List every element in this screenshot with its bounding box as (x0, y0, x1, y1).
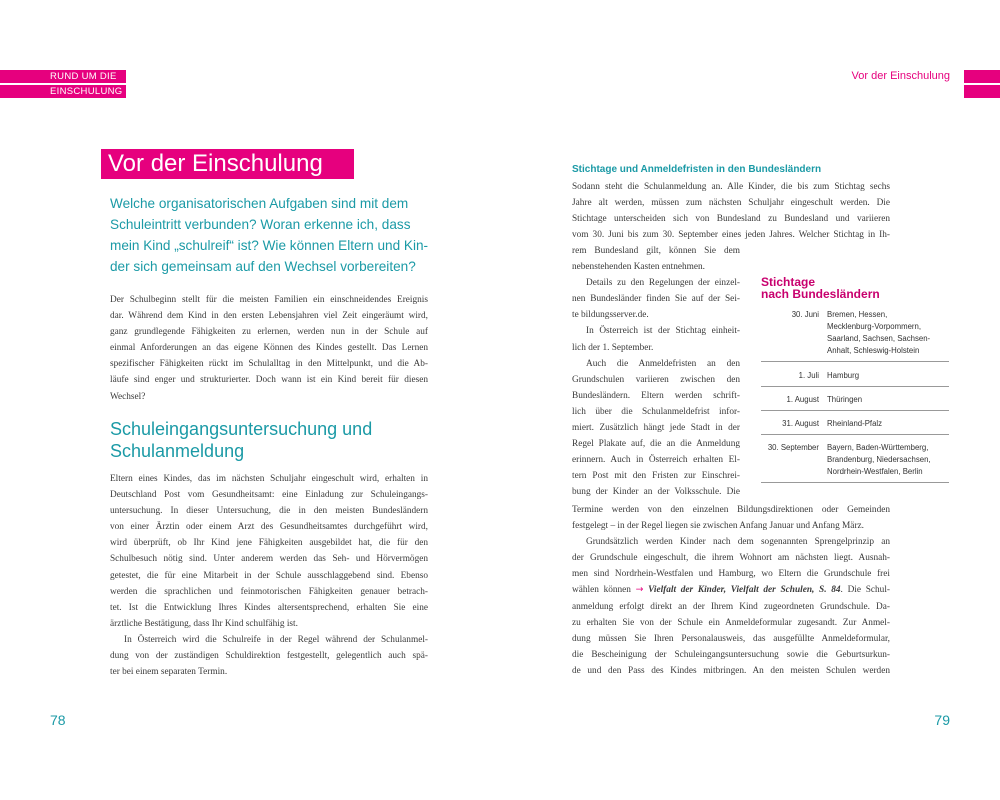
info-box-title-line: Stichtage (761, 275, 816, 289)
running-header-left-line1: RUND UM DIE (50, 71, 117, 82)
text-line: die Bescheinigung der Schuleingangsuntersuchung sowie die Geburtsurkun- (572, 649, 890, 660)
text-line: tet. Ist die Entwicklung Ihres Kindes altersentsprechend, erhalten Sie eine (110, 602, 428, 613)
text-line: men sind Nordrhein-Westfalen und Hamburg, wo Eltern die Grundschule frei (572, 569, 890, 580)
text-line: werden die sprachlichen und feinmotorischen Fähigkeiten genauer betrach- (110, 586, 428, 597)
heading-line: Schuleingangsuntersuchung und (110, 419, 373, 439)
paragraph-1 (110, 292, 428, 405)
date-cell: 1. August (786, 395, 819, 404)
arrow-right-icon: → (635, 584, 644, 596)
text-line: anmeldung erfolgt direkt an der Ihrem Kind zugeordneten Grundschule. Da- (572, 601, 890, 612)
text-line: vom 30. Juni bis zum 30. September eines jeden Jahres. Welcher Stichtag in Ih- (572, 230, 890, 241)
state-line: Bremen, Hessen, (827, 310, 888, 319)
intro-line: der sich gemeinsam auf den Wechsel vorbereiten? (110, 259, 416, 274)
table-row (761, 411, 949, 435)
text-line: ter bei einem separaten Termin. (110, 667, 228, 678)
paragraph-2 (110, 471, 428, 680)
text-line: miert. Zusätzlich hängt jede Stadt in der (572, 423, 740, 434)
text-line: ärztliche Bestätigung, dass Ihr Kind schulfähig ist. (110, 618, 298, 629)
text-line: rem Bundesland gilt, können Sie dem (572, 246, 740, 256)
page-title-box (101, 149, 354, 179)
state-line: Mecklenburg-Vorpommern, (827, 322, 922, 331)
text-line: Stichtage unterscheiden sich von Bundesland zu Bundesland und variieren (572, 214, 890, 225)
table-row (761, 362, 949, 387)
text-line: Eltern eines Kindes, das im nächsten Schuljahr eingeschult wird, erhalten in (110, 474, 428, 484)
text-line: dung von der zuständigen Schuldirektion festgestellt, gelegentlich auch spä- (110, 651, 428, 662)
info-box-title (761, 276, 880, 300)
date-cell: 31. August (782, 419, 819, 428)
text-line: nen Bundesländer finden Sie auf der Sei- (572, 294, 740, 305)
text-line: Jahre alt werden, müssen zum nächsten Schuljahr eingeschult werden. Die (572, 198, 890, 209)
text-line: Details zu den Regelungen der einzel- (586, 278, 740, 289)
text-line: läufe sind enger und strukturierter. Doch wann ist ein Kind bereit für diesen (110, 375, 428, 386)
date-cell: 1. Juli (798, 371, 819, 380)
page-number-right: 79 (934, 712, 950, 728)
states-cell (827, 309, 930, 357)
text-line: In Österreich ist der Stichtag einheit- (586, 326, 740, 337)
page-title: Vor der Einschulung (108, 150, 323, 177)
cross-reference-link[interactable]: Vielfalt der Kinder, Vielfalt der Schulen, S. 84 (643, 585, 841, 596)
state-line: Nordrhein-Westfalen, Berlin (827, 467, 923, 476)
text-line: Regel Plakate auf, die an die Anmeldung (572, 439, 740, 450)
text-line: zu erhalten Sie von der Schule ein Anmeldeformular zugesandt. Zur Anmel- (572, 617, 890, 628)
text-fragment: . Die Schul- (840, 585, 890, 596)
heading-line: Schulanmeldung (110, 441, 245, 461)
text-line: de und den Pass des Kindes mitbringen. An den meisten Schulen werden (572, 665, 890, 676)
text-line-with-reference (572, 582, 890, 598)
date-cell: 30. September (767, 443, 819, 452)
text-line: Auch die Anmeldefristen an den (586, 358, 740, 369)
text-line: Wechsel? (110, 391, 146, 402)
running-header-right: Vor der Einschulung (851, 70, 950, 82)
states-cell (827, 442, 931, 478)
state-line: Saarland, Sachsen, Sachsen- (827, 334, 931, 343)
text-line: Grundschulen variieren zwischen den (572, 374, 740, 385)
states-cell: Hamburg (827, 371, 860, 380)
section-heading (110, 418, 430, 462)
info-box-title-line: nach Bundesländern (761, 287, 880, 301)
info-box-table (761, 306, 949, 483)
text-line: Grundsätzlich werden Kinder nach dem sogenannten Sprengelprinzip an (586, 537, 890, 548)
text-line: einmal Anforderungen an das eigene Können des Kindes gestellt. Das Lernen (110, 343, 428, 354)
intro-line: mein Kind „schulreif“ ist? Wie können Eltern und Kin- (110, 238, 429, 253)
text-line: bung der Kinder an der Volksschule. Die (572, 487, 740, 498)
table-row (761, 435, 949, 483)
text-line: nebenstehenden Kasten entnehmen. (572, 262, 705, 273)
text-line: von einer Ärztin oder einem Arzt des Gesundheitsamtes durchgeführt wird, (110, 522, 428, 533)
paragraph-a (572, 179, 890, 243)
text-line: erinnern. Auch in Österreich erhalten El- (572, 455, 740, 466)
text-line: Der Schulbeginn stellt für die meisten Familien ein einschneidendes Ereignis (110, 295, 428, 305)
text-line: lich der 1. September. (572, 342, 654, 353)
text-line: wird überprüft, ob Ihr Kind jene Fähigkeiten ausgebildet hat, die für den (110, 538, 428, 549)
state-line: Bayern, Baden-Württemberg, (827, 443, 929, 452)
table-row (761, 306, 949, 362)
date-cell: 30. Juni (791, 310, 819, 319)
text-line: Sodann steht die Schulanmeldung an. Alle Kinder, die bis zum Stichtag sechs (572, 182, 890, 192)
text-line: In Österreich wird die Schulreife in der Regel während der Schulanmel- (124, 634, 428, 645)
text-line: dar. Während dem Kind in den ersten Lebensjahren viel Zeit eingeräumt wird, (110, 311, 428, 322)
section-marker-right (964, 70, 1000, 98)
intro-line: Schuleintritt verbunden? Woran erkenne ich, dass (110, 217, 411, 232)
text-line: Termine werden von den einzelnen Bildungsdirektionen oder Gemeinden (572, 505, 890, 515)
intro-text (110, 193, 430, 277)
text-line: der Grundschule eingeschult, die ihrem Wohnort am nächsten liegt. Ausnah- (572, 553, 890, 564)
intro-line: Welche organisatorischen Aufgaben sind mit dem (110, 196, 409, 211)
state-line: Brandenburg, Niedersachsen, (827, 455, 931, 464)
text-line: Bundesländern. Eltern werden schrift- (572, 390, 740, 401)
text-line: ganz grundlegende Fähigkeiten zu erlernen, werden nun in der Schule auf (110, 327, 428, 338)
subheading: Stichtage und Anmeldefristen in den Bundesländern (572, 164, 822, 175)
table-row (761, 387, 949, 411)
text-line: te bildungsserver.de. (572, 310, 649, 321)
page-number-left: 78 (50, 712, 66, 728)
states-cell: Rheinland-Pfalz (827, 419, 883, 428)
text-line: tern Post mit den Fristen zur Einschrei- (572, 471, 740, 482)
states-cell: Thüringen (827, 395, 863, 404)
paragraph-wide (572, 502, 890, 679)
text-line: Deutschland Post vom Gesundheitsamt: eine Einladung zur Schuleingangs- (110, 490, 428, 501)
text-line: lich über die Schulanmeldefrist infor- (572, 406, 740, 417)
text-fragment: wählen können (572, 585, 636, 596)
state-line: Anhalt, Schleswig-Holstein (827, 346, 920, 355)
text-line: festgelegt – in der Regel liegen sie zwischen Anfang Januar und Anfang März. (572, 521, 864, 532)
paragraph-narrow (572, 243, 740, 501)
text-line: dung müssen Sie Ihren Personalausweis, das ausgefüllte Anmeldeformular, (572, 633, 890, 644)
text-line: spezifischer Fähigkeiten rückt im Schulalltag in den Mittelpunkt, und die Ab- (110, 359, 428, 370)
text-line: getestet, die für eine Mitarbeit in der Schule ausschlaggebend sind. Ebenso (110, 570, 428, 581)
running-header-left-line2: EINSCHULUNG (50, 86, 123, 97)
text-line: Schulbesuch nötig sind. Unter anderem werden das Seh- und Hörvermögen (110, 554, 428, 565)
text-line: untersuchung. In dieser Untersuchung, die in den meisten Bundesländern (110, 506, 428, 517)
